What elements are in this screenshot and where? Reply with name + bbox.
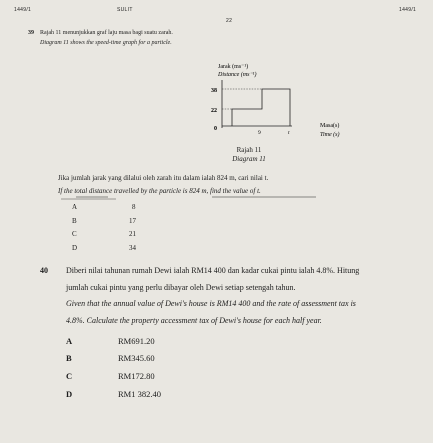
y-tick-0: 0: [214, 126, 217, 132]
header-left-code: 1449/1: [14, 7, 32, 13]
option-value: 21: [129, 230, 136, 238]
question-line-2: jumlah cukai pintu yang perlu dibayar oleh Dewi setiap setengah tahun.: [66, 283, 296, 292]
question-line-4: 4.8%. Calculate the property accessment tax of Dewi's house for each half year.: [66, 316, 322, 325]
option-value: RM345.60: [118, 353, 155, 363]
option-value: 8: [132, 203, 136, 211]
question-body-en: If the total distance travelled by the particle is 824 m, find the value of t.: [58, 187, 261, 195]
y-axis-label-ms: Jarak (ms⁻¹): [218, 64, 249, 70]
header-page-number: 22: [226, 18, 233, 24]
question-body-ms: Jika jumlah jarak yang dilalui oleh zarah itu dalam ialah 824 m, cari nilai t.: [58, 174, 269, 182]
question-line-3: Given that the annual value of Dewi's house is RM14 400 and the rate of assessment tax is: [66, 299, 356, 308]
question-intro-ms: Rajah 11 menunjukkan graf laju masa bagi suatu zarah.: [40, 30, 173, 36]
x-axis-label-en: Time (s): [320, 132, 340, 138]
option-letter: B: [72, 217, 77, 225]
option-value: 17: [129, 217, 136, 225]
question-number: 39: [28, 30, 34, 36]
option-letter: A: [72, 203, 78, 211]
option-value: RM172.80: [118, 371, 155, 381]
y-axis-label-en: Distance (ms⁻¹): [218, 72, 257, 78]
y-tick-22: 22: [211, 108, 217, 114]
x-axis-label-ms: Masa(s): [320, 123, 340, 129]
x-tick-9: 9: [258, 130, 261, 136]
option-letter: C: [72, 230, 77, 238]
option-letter: D: [72, 244, 78, 252]
figure-label-ms: Rajah 11: [236, 146, 262, 154]
option-value: RM1 382.40: [118, 389, 161, 399]
option-letter: A: [66, 336, 73, 346]
question-intro-en: Diagram 11 shows the speed-time graph for a particle.: [40, 40, 172, 46]
question-line-1: Diberi nilai tahunan rumah Dewi ialah RM14 400 dan kadar cukai pintu ialah 4.8%. Hitung: [66, 266, 360, 275]
option-value: 34: [129, 244, 136, 252]
header-right-code: 1449/1: [399, 7, 417, 13]
header-sulit-mark: SULIT: [117, 7, 133, 13]
figure-label-en: Diagram 11: [232, 155, 266, 163]
option-letter: C: [66, 371, 73, 381]
option-letter: D: [66, 389, 73, 399]
question-number: 40: [40, 266, 48, 275]
x-tick-t: t: [288, 130, 290, 136]
option-value: RM691.20: [118, 336, 155, 346]
y-tick-38: 38: [211, 88, 217, 94]
option-letter: B: [66, 353, 72, 363]
